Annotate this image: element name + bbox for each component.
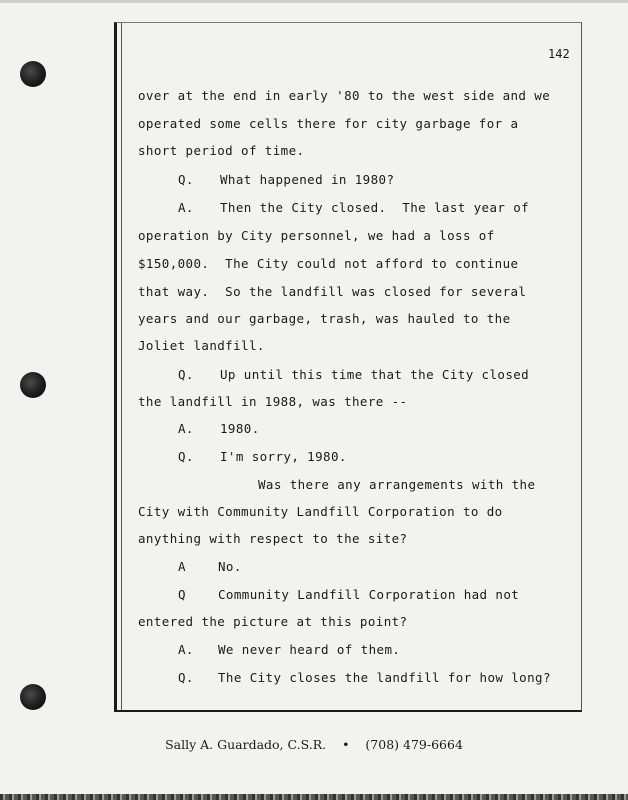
transcript-line: The City closes the landfill for how long? (218, 670, 551, 685)
speaker-label-q: Q. (178, 670, 194, 685)
speaker-label-a: A. (178, 421, 194, 436)
transcript-line: 1980. (220, 421, 260, 436)
punch-hole-top (20, 61, 46, 87)
speaker-label-q: Q (178, 587, 186, 602)
transcript-line: What happened in 1980? (220, 172, 395, 187)
scan-edge-top (0, 0, 628, 3)
speaker-label-q: Q. (178, 449, 194, 464)
punch-hole-bottom (20, 684, 46, 710)
speaker-label-q: Q. (178, 367, 194, 382)
footer-separator: • (342, 737, 350, 752)
transcript-line: Up until this time that the City closed (220, 367, 530, 382)
transcript-line: over at the end in early '80 to the west side and we (138, 88, 551, 103)
page-number: 142 (548, 47, 570, 61)
transcript-line: that way. So the landfill was closed for several (138, 284, 527, 299)
transcript-line: operation by City personnel, we had a loss of (138, 228, 495, 243)
transcript-line: Was there any arrangements with the (258, 477, 536, 492)
transcript-line: Community Landfill Corporation had not (218, 587, 520, 602)
punch-hole-middle (20, 372, 46, 398)
transcript-line: entered the picture at this point? (138, 614, 408, 629)
transcript-line: We never heard of them. (218, 642, 401, 657)
transcript-line: operated some cells there for city garbage for a (138, 116, 519, 131)
transcript-line: Then the City closed. The last year of (220, 200, 530, 215)
reporter-phone: (708) 479-6664 (365, 737, 463, 752)
speaker-label-a: A (178, 559, 186, 574)
speaker-label-a: A. (178, 642, 194, 657)
transcript-line: years and our garbage, trash, was hauled to the (138, 311, 511, 326)
transcript-line: anything with respect to the site? (138, 531, 408, 546)
speaker-label-a: A. (178, 200, 194, 215)
scan-edge-bottom (0, 794, 628, 800)
court-reporter-footer (0, 737, 628, 752)
transcript-line: the landfill in 1988, was there -- (138, 394, 408, 409)
transcript-line: No. (218, 559, 242, 574)
transcript-line: $150,000. The City could not afford to continue (138, 256, 519, 271)
reporter-name: Sally A. Guardado, C.S.R. (165, 737, 327, 752)
speaker-label-q: Q. (178, 172, 194, 187)
transcript-line: short period of time. (138, 143, 305, 158)
transcript-line: I'm sorry, 1980. (220, 449, 347, 464)
transcript-line: Joliet landfill. (138, 338, 265, 353)
transcript-line: City with Community Landfill Corporation to do (138, 504, 503, 519)
